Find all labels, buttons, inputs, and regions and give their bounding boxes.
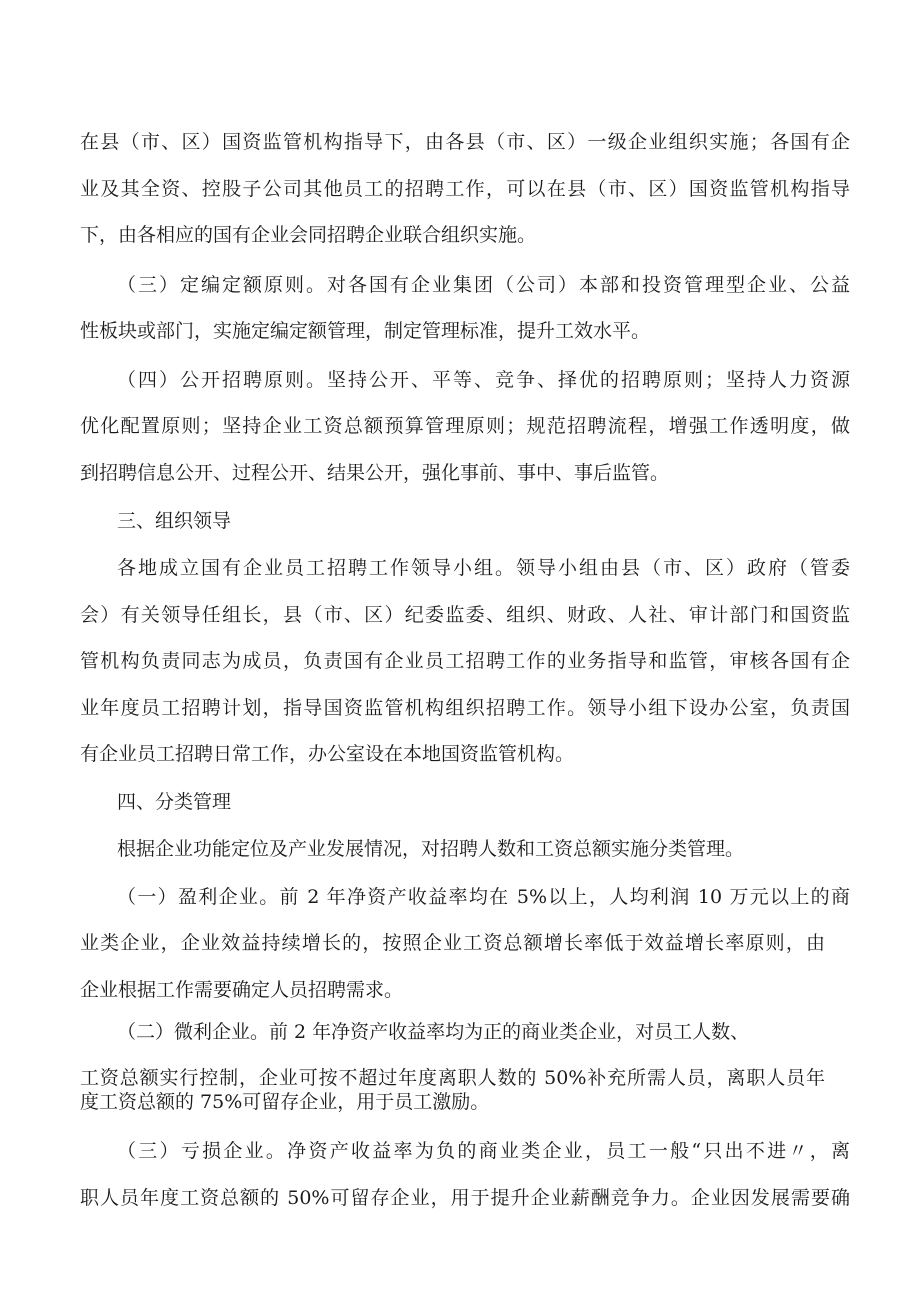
text-line: 会）有关领导任组长，县（市、区）纪委监委、组织、财政、人社、审计部门和国资监 [80, 604, 850, 626]
text-line: （四）公开招聘原则。坚持公开、平等、竞争、择优的招聘原则；坚持人力资源 [117, 369, 850, 391]
section-heading: 四、分类管理 [117, 791, 232, 813]
text-line: 度工资总额的 75%可留存企业，用于员工激励。 [80, 1091, 490, 1113]
section-heading: 三、组织领导 [117, 510, 232, 532]
text-line: 企业根据工作需要确定人员招聘需求。 [80, 979, 404, 1001]
text-line: 业类企业，企业效益持续增长的，按照企业工资总额增长率低于效益增长率原则，由 [80, 932, 825, 954]
text-line: 根据企业功能定位及产业发展情况，对招聘人数和工资总额实施分类管理。 [117, 838, 745, 860]
text-line: 有企业员工招聘日常工作，办公室设在本地国资监管机构。 [80, 743, 575, 765]
text-line: 业及其全资、控股子公司其他员工的招聘工作，可以在县（市、区）国资监管机构指导 [80, 178, 850, 200]
text-line: （三）亏损企业。净资产收益率为负的商业类企业，员工一般“只出不进〃，离 [117, 1140, 850, 1162]
text-line: 职人员年度工资总额的 50%可留存企业，用于提升企业薪酬竞争力。企业因发展需要确 [80, 1187, 850, 1209]
text-line: （二）微利企业。前 2 年净资产收益率均为正的商业类企业，对员工人数、 [117, 1021, 750, 1043]
text-line: 在县（市、区）国资监管机构指导下，由各县（市、区）一级企业组织实施；各国有企 [80, 131, 850, 153]
text-line: 业年度员工招聘计划，指导国资监管机构组织招聘工作。领导小组下设办公室，负责国 [80, 697, 850, 719]
text-line: （一）盈利企业。前 2 年净资产收益率均在 5%以上，人均利润 10 万元以上的商 [117, 886, 850, 908]
text-line: 到招聘信息公开、过程公开、结果公开，强化事前、事中、事后监管。 [80, 462, 670, 484]
text-line: 性板块或部门，实施定编定额管理，制定管理标准，提升工效水平。 [80, 320, 651, 342]
text-line: 各地成立国有企业员工招聘工作领导小组。领导小组由县（市、区）政府（管委 [117, 557, 850, 579]
text-line: 优化配置原则；坚持企业工资总额预算管理原则；规范招聘流程，增强工作透明度，做 [80, 415, 850, 437]
text-line: 管机构负责同志为成员，负责国有企业员工招聘工作的业务指导和监管，审核各国有企 [80, 650, 850, 672]
text-line: （三）定编定额原则。对各国有企业集团（公司）本部和投资管理型企业、公益 [117, 274, 850, 296]
text-line: 下，由各相应的国有企业会同招聘企业联合组织实施。 [80, 224, 537, 246]
text-line: 工资总额实行控制，企业可按不超过年度离职人数的 50%补充所需人员，离职人员年 [80, 1067, 825, 1089]
